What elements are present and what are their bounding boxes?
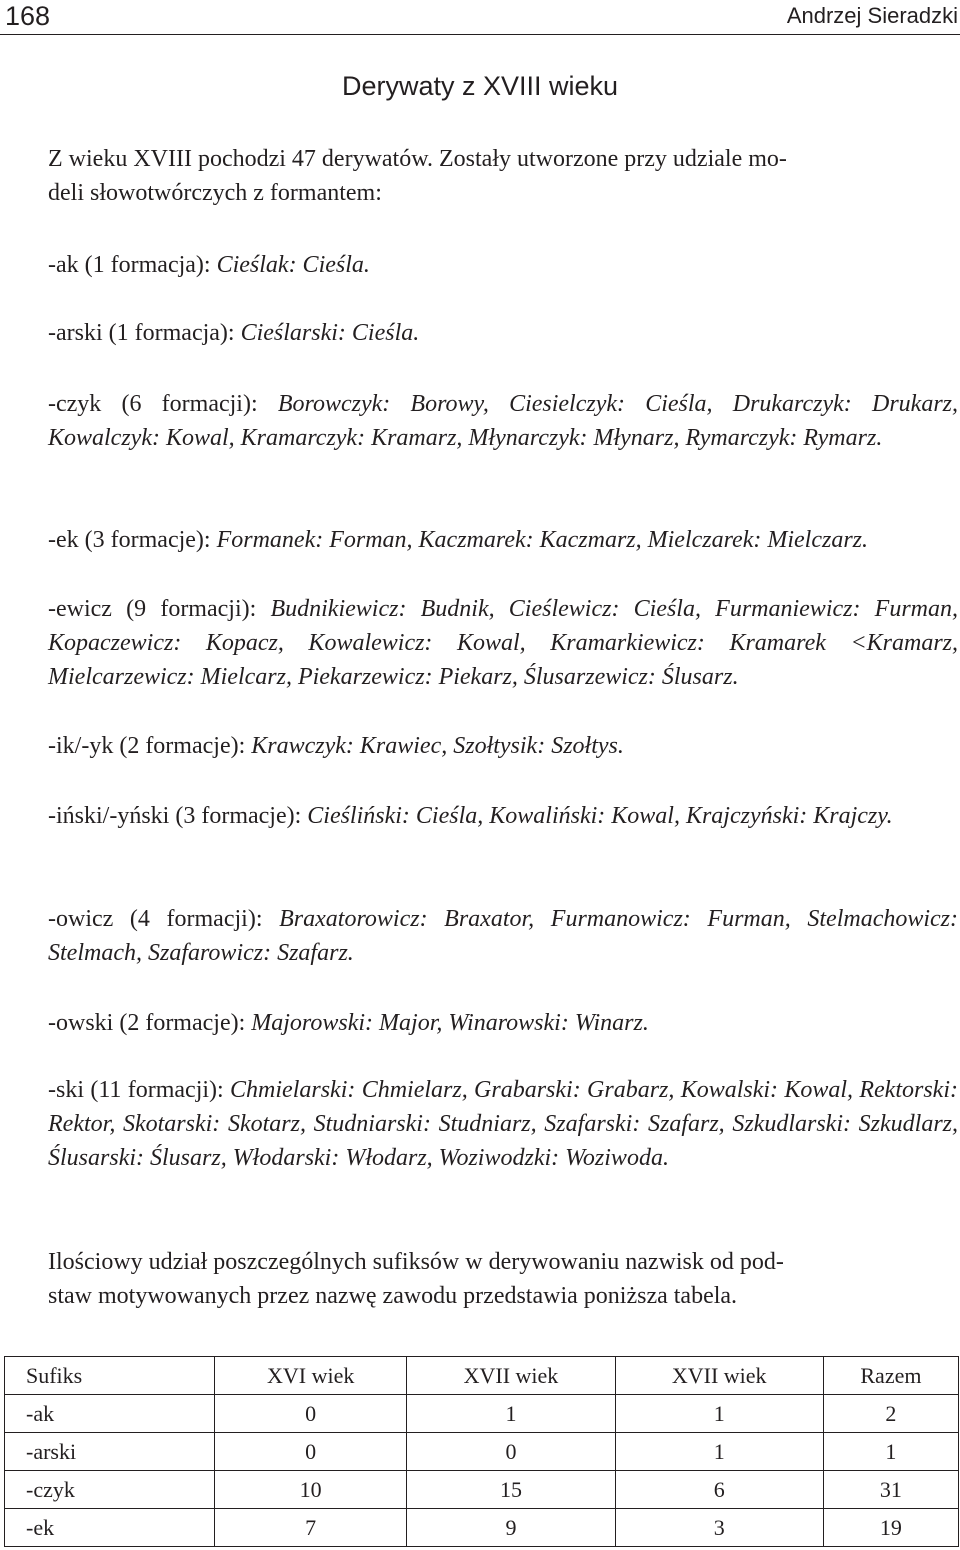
entry-suffix: -ik/-yk (2 formacje): bbox=[48, 733, 252, 759]
table-row bbox=[5, 1433, 959, 1471]
running-head-author: Andrzej Sieradzki bbox=[786, 3, 958, 28]
suffix-table bbox=[4, 1356, 959, 1547]
entry-suffix: -ski (11 formacji): bbox=[48, 1077, 231, 1103]
table-header-cell: XVII wiek bbox=[615, 1357, 823, 1395]
table-cell: 10 bbox=[215, 1471, 407, 1509]
entry-forms: Chmielarski: Chmielarz, Grabarski: Grabarz, Kowalski: Kowal, Rektorski: Rektor, Skotarski: Skotarz, Studniarski: Studniarz, Szafarski: Szafarz, Szkudlarski: Szkudlarz, Ślusarski: Ślusarz, Włodarski: Włodarz, Woziwodzki: Woziwoda. bbox=[48, 1077, 958, 1171]
table-cell: 15 bbox=[407, 1471, 615, 1509]
table-row bbox=[5, 1509, 959, 1547]
entry-suffix: -ek (3 formacje): bbox=[48, 527, 217, 553]
table-cell: 31 bbox=[823, 1471, 958, 1509]
entry-forms: Formanek: Forman, Kaczmarek: Kaczmarz, Mielczarek: Mielczarz. bbox=[216, 527, 868, 553]
entry-suffix: -iński/-yński (3 formacje): bbox=[48, 803, 308, 829]
intro-line-2: deli słowotwórczych z formantem: bbox=[48, 180, 382, 206]
table-header-cell: Razem bbox=[823, 1357, 958, 1395]
entry-suffix: -owicz (4 formacji): bbox=[48, 906, 280, 932]
outro-line-2: staw motywowanych przez nazwę zawodu przedstawia poniższa tabela. bbox=[48, 1283, 738, 1309]
table-header-row bbox=[5, 1357, 959, 1395]
entry-forms: Cieśliński: Cieśla, Kowaliński: Kowal, Krajczyński: Krajczy. bbox=[307, 803, 893, 829]
entry-ak bbox=[48, 248, 958, 282]
entry-suffix: -arski (1 formacja): bbox=[48, 320, 241, 346]
entry-suffix: -ak (1 formacja): bbox=[48, 252, 217, 278]
entry-forms: Majorowski: Major, Winarowski: Winarz. bbox=[251, 1010, 649, 1036]
table-cell: -czyk bbox=[5, 1471, 215, 1509]
entry-owski bbox=[48, 1006, 958, 1040]
entry-forms: Braxatorowicz: Braxator, Furmanowicz: Furman, Stelmachowicz: Stelmach, Szafarowicz: Szafarz. bbox=[48, 906, 959, 966]
entry-ski bbox=[48, 1073, 958, 1175]
table-cell: 0 bbox=[407, 1433, 615, 1471]
entry-ek bbox=[48, 523, 958, 557]
table-cell: -arski bbox=[5, 1433, 215, 1471]
intro-paragraph bbox=[48, 142, 958, 210]
table-cell: 0 bbox=[215, 1433, 407, 1471]
table-intro-paragraph bbox=[48, 1245, 958, 1313]
section-heading: Derywaty z XVIII wieku bbox=[341, 71, 619, 101]
table-cell: 1 bbox=[615, 1395, 823, 1433]
table-cell: 1 bbox=[615, 1433, 823, 1471]
table-cell: 7 bbox=[215, 1509, 407, 1547]
table-header-cell: XVII wiek bbox=[407, 1357, 615, 1395]
entry-suffix: -czyk (6 formacji): bbox=[48, 391, 278, 417]
table-cell: 9 bbox=[407, 1509, 615, 1547]
entry-forms: Cieślarski: Cieśla. bbox=[240, 320, 420, 346]
entry-inski-ynski bbox=[48, 799, 958, 833]
table-cell: 1 bbox=[407, 1395, 615, 1433]
table-cell: 19 bbox=[823, 1509, 958, 1547]
table-header-cell: Sufiks bbox=[5, 1357, 215, 1395]
entry-forms: Cieślak: Cieśla. bbox=[216, 252, 370, 278]
entry-arski bbox=[48, 316, 958, 350]
entry-suffix: -owski (2 formacje): bbox=[48, 1010, 252, 1036]
entry-ik-yk bbox=[48, 729, 958, 763]
table-cell: 3 bbox=[615, 1509, 823, 1547]
outro-line-1: Ilościowy udział poszczególnych sufiksów w derywowaniu nazwisk od pod- bbox=[48, 1249, 784, 1275]
table-cell: 2 bbox=[823, 1395, 958, 1433]
table-row bbox=[5, 1471, 959, 1509]
entry-suffix: -ewicz (9 formacji): bbox=[48, 596, 271, 622]
entry-forms: Borowczyk: Borowy, Ciesielczyk: Cieśla, Drukarczyk: Drukarz, Kowalczyk: Kowal, Kramarczyk: Kramarz, Młynarczyk: Młynarz, Rymarczyk: Rymarz. bbox=[48, 391, 958, 451]
table-cell: -ek bbox=[5, 1509, 215, 1547]
table-cell: 6 bbox=[615, 1471, 823, 1509]
entry-forms: Krawczyk: Krawiec, Szołtysik: Szołtys. bbox=[251, 733, 624, 759]
entry-czyk bbox=[48, 387, 958, 455]
entry-owicz bbox=[48, 902, 958, 970]
table-cell: -ak bbox=[5, 1395, 215, 1433]
entry-forms: Budnikiewicz: Budnik, Cieślewicz: Cieśla, Furmaniewicz: Furman, Kopaczewicz: Kopacz, Kowalewicz: Kowal, Kramarkiewicz: Kramarek <Kramarz, Mielcarzewicz: Mielcarz, Piekarzewicz: Piekarz, Ślusarzewicz: Ślusarz. bbox=[48, 596, 958, 690]
page-header bbox=[0, 0, 960, 35]
page-number: 168 bbox=[5, 1, 51, 31]
table-row bbox=[5, 1395, 959, 1433]
intro-line-1: Z wieku XVIII pochodzi 47 derywatów. Zostały utworzone przy udziale mo- bbox=[48, 146, 787, 172]
table-header-cell: XVI wiek bbox=[215, 1357, 407, 1395]
entry-ewicz bbox=[48, 592, 958, 694]
table-cell: 0 bbox=[215, 1395, 407, 1433]
table-cell: 1 bbox=[823, 1433, 958, 1471]
